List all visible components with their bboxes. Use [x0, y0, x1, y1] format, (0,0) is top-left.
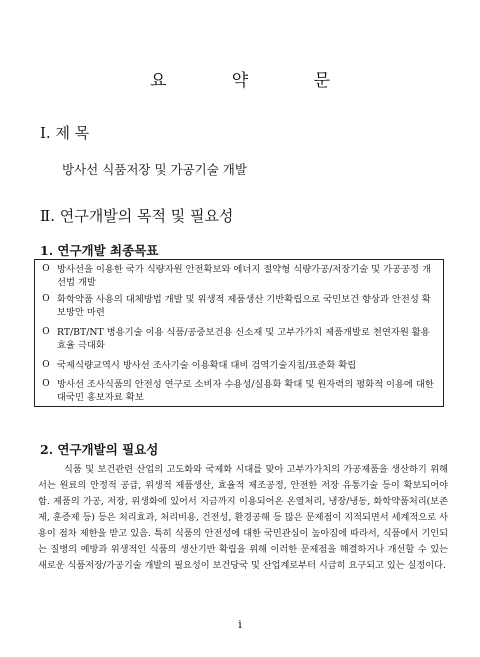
final-goals-box [34, 259, 444, 407]
summary-title: 요 약 문 [149, 71, 361, 91]
necessity-heading: 2. 연구개발의 필요성 [40, 442, 159, 457]
section-2-heading: Ⅱ. 연구개발의 목적 및 필요성 [40, 207, 234, 225]
goal-bullet: O [42, 327, 50, 337]
goal-item [35, 378, 443, 404]
research-subject-title: 방사선 식품저장 및 가공기술 개발 [62, 162, 247, 177]
goal-bullet: O [42, 360, 50, 370]
goal-item [35, 326, 443, 352]
goal-text: 화학약품 사용의 대체방법 개발 및 위생적 제품생산 기반확립으로 국민보건 향상과 안전성 확보방안 마련 [57, 294, 431, 318]
page-number: i [238, 618, 242, 631]
necessity-paragraph: 식품 및 보건관련 산업의 고도화와 국제화 시대를 맞아 고부가가치의 가공제품을 생산하기 위해서는 원료의 안정적 공급, 위생적 제품생산, 효율적 제조공정, 안전한 저장 유통기술 등이 확보되어야 함. 제품의 가공, 저장, 위생화에 있어서 지금까지 이용되어온 온열처리, 냉장/냉동, 화학약품처리(보존제, 훈증제 등) 등은 처리효과, 처리비용, 건전성, 환경공해 등 많은 문제점이 지적되면서 세계적으로 사용이 점차 제한을 받고 있음. 특히 식품의 안전성에 대한 국민관심이 높아짐에 따라서, 식품에서 기인되는 질병의 예방과 위생적인 식품의 생산기반 확립을 위해 이러한 문제점을 해결하거나 개선할 수 있는 새로운 식품저장/가공기술 개발의 필요성이 보건당국 및 산업계로부터 시급히 요구되고 있는 실정이다. [38, 464, 448, 571]
goal-text: RT/BT/NT 병용기술 이용 식품/공중보건용 신소재 및 고부가가치 제품개발로 천연자원 활용효율 극대화 [57, 327, 430, 351]
goal-item [35, 263, 443, 289]
goal-text: 방사선을 이용한 국가 식량자원 안전확보와 에너지 절약형 식량가공/저장기술 및 가공공정 개선법 개발 [57, 264, 431, 288]
goal-bullet: O [42, 264, 50, 274]
goal-text: 방사선 조사식품의 안전성 연구로 소비자 수용성/실용화 확대 및 원자력의 평화적 이용에 대한 대국민 홍보자료 확보 [57, 379, 434, 403]
goal-bullet: O [42, 294, 50, 304]
final-goals-heading: 1. 연구개발 최종목표 [40, 243, 159, 258]
goal-item [35, 359, 443, 372]
section-1-heading: Ⅰ. 제 목 [40, 124, 90, 142]
goal-text: 국제식량교역시 방사선 조사기술 이용확대 대비 검역기술지침/표준화 확립 [57, 360, 357, 371]
goal-item [35, 293, 443, 319]
goal-bullet: O [42, 379, 50, 389]
